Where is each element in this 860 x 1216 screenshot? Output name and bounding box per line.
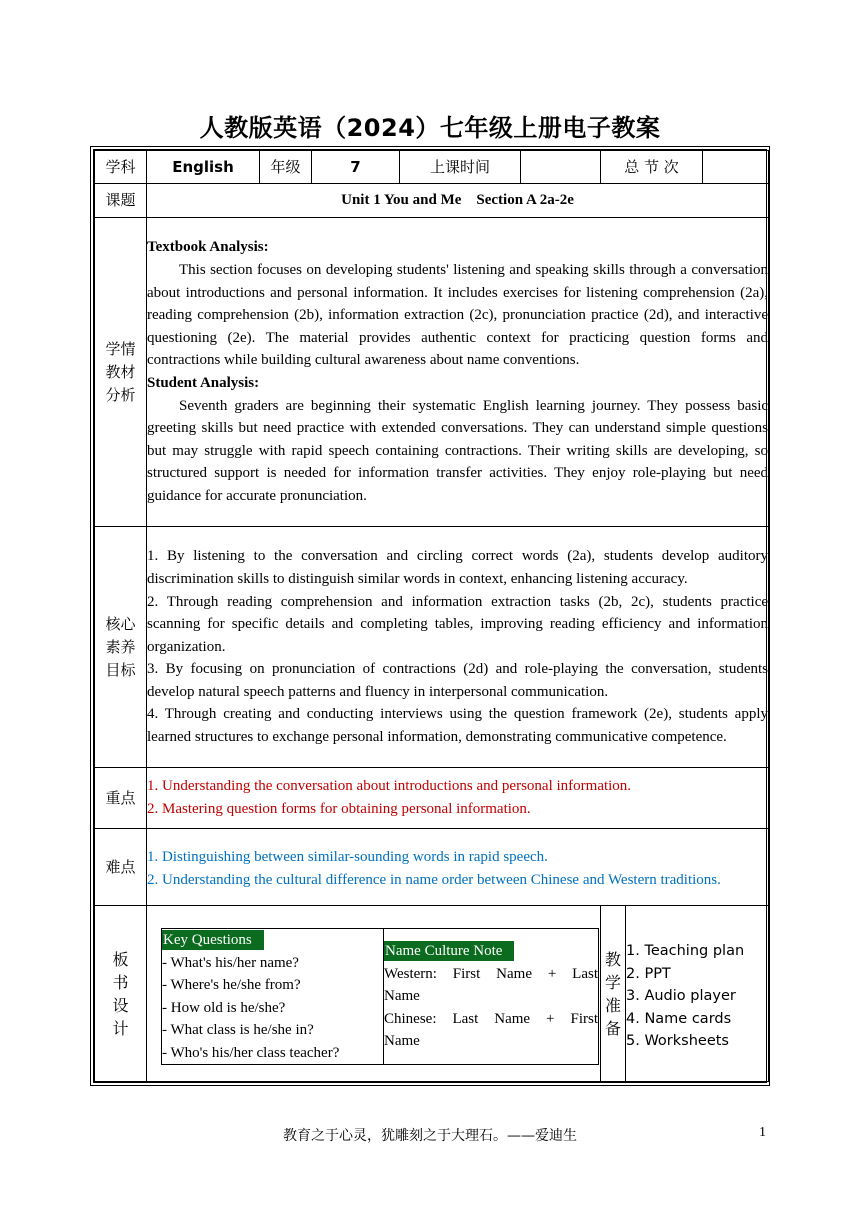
key-questions-title: Key Questions: [162, 930, 264, 950]
difficult-points-content: [147, 829, 769, 906]
lesson-plan-inner-frame: [93, 149, 767, 1083]
topic-label: 课题: [95, 184, 147, 218]
prep-item: 4. Name cards: [626, 1010, 732, 1027]
objective-item: 4. Through creating and conducting interviews using the question framework (2e), students apply learned structures to exchange personal information, demonstrating communicative competence.: [147, 706, 769, 746]
grade-label: 年级: [260, 151, 312, 184]
analysis-row: [95, 218, 769, 527]
objective-item: 1. By listening to the conversation and circling correct words (2a), students develop auditory discrimination skills to distinguish similar words in context, enhancing listening accuracy.: [147, 548, 769, 587]
objectives-row: [95, 527, 769, 768]
total-sessions-label: 总 节 次: [601, 151, 703, 184]
student-analysis-heading: Student Analysis:: [147, 375, 260, 391]
key-point-item: 1. Understanding the conversation about introductions and personal information.: [147, 778, 632, 795]
key-points-content: [147, 768, 769, 829]
difficult-points-row: [95, 829, 769, 906]
class-time-label: 上课时间: [400, 151, 521, 184]
textbook-analysis-text: This section focuses on developing students' listening and speaking skills through a conversation about introductions and personal information. It includes exercises for listening comprehension (2a), reading comprehension (2b), information extraction (2c), pronunciation practice (2d), and interactive questioning (2e). The material provides authentic context for practicing question forms and contractions while building cultural awareness about name conventions.: [147, 262, 769, 369]
key-questions-box: [162, 929, 384, 1065]
board-design-label: 板 书 设 计: [95, 906, 147, 1082]
prep-item: 5. Worksheets: [626, 1033, 729, 1049]
class-time-value: [521, 151, 601, 184]
prep-item: 1. Teaching plan: [626, 943, 745, 959]
objectives-content: [147, 527, 769, 768]
difficult-point-item: 1. Distinguishing between similar-sounding words in rapid speech.: [147, 849, 548, 866]
objective-item: 3. By focusing on pronunciation of contractions (2d) and role-playing the conversation, students develop natural speech patterns and fluency in interpersonal communication.: [147, 661, 769, 700]
subject-value: English: [147, 151, 260, 184]
key-point-item: 2. Mastering question forms for obtaining personal information.: [147, 801, 531, 817]
name-culture-title: Name Culture Note: [384, 941, 514, 961]
key-question-line: - Where's he/she from?: [162, 977, 301, 993]
page-number: 1: [759, 1125, 766, 1140]
lesson-plan-table: [94, 150, 769, 1082]
lesson-plan-frame: [90, 146, 770, 1086]
difficult-point-item: 2. Understanding the cultural difference in name order between Chinese and Western traditions.: [147, 872, 721, 888]
board-design-cell: [147, 906, 601, 1082]
grade-value: 7: [312, 151, 400, 184]
key-question-line: - What class is he/she in?: [162, 1022, 314, 1038]
topic-value: Unit 1 You and Me Section A 2a-2e: [147, 184, 769, 218]
key-question-line: - Who's his/her class teacher?: [162, 1044, 340, 1061]
teaching-prep-label: 教 学 准 备: [601, 906, 626, 1082]
objectives-label: 核心 素养 目标: [95, 527, 147, 768]
key-points-row: [95, 768, 769, 829]
name-culture-box: [384, 929, 599, 1065]
prep-item: 3. Audio player: [626, 988, 736, 1004]
analysis-content: [147, 218, 769, 527]
key-points-label: 重点: [95, 768, 147, 829]
analysis-label: 学情 教材 分析: [95, 218, 147, 527]
prep-item: 2. PPT: [626, 965, 671, 982]
objective-item: 2. Through reading comprehension and information extraction tasks (2b, 2c), students practice scanning for specific details and completing tables, improving reading efficiency and information organization.: [147, 593, 769, 655]
board-row: [95, 906, 769, 1082]
board-design-table: [161, 928, 599, 1065]
name-culture-line: Western: First Name + Last Name: [384, 965, 598, 1005]
total-sessions-value: [703, 151, 769, 184]
header-row: [95, 151, 769, 184]
key-question-line: - How old is he/she?: [162, 999, 286, 1016]
difficult-points-label: 难点: [95, 829, 147, 906]
student-analysis-text: Seventh graders are beginning their systematic English learning journey. They possess basic greeting skills but need practice with extended conversations. They can understand simple questions but may struggle with rapid speech containing contractions. Their writing skills are developing, so structured support is needed for information transfer activities. They enjoy role-playing but need guidance for accurate pronunciation.: [147, 397, 769, 504]
textbook-analysis-heading: Textbook Analysis:: [147, 239, 269, 256]
name-culture-line: Chinese: Last Name + First Name: [384, 1010, 598, 1050]
document-title: 人教版英语（2024）七年级上册电子教案: [199, 114, 661, 142]
subject-label: 学科: [95, 151, 147, 184]
footer-quote: 教育之于心灵，犹雕刻之于大理石。——爱迪生: [283, 1128, 577, 1144]
key-question-line: - What's his/her name?: [162, 954, 299, 971]
topic-row: [95, 184, 769, 218]
teaching-prep-list: [626, 906, 769, 1082]
